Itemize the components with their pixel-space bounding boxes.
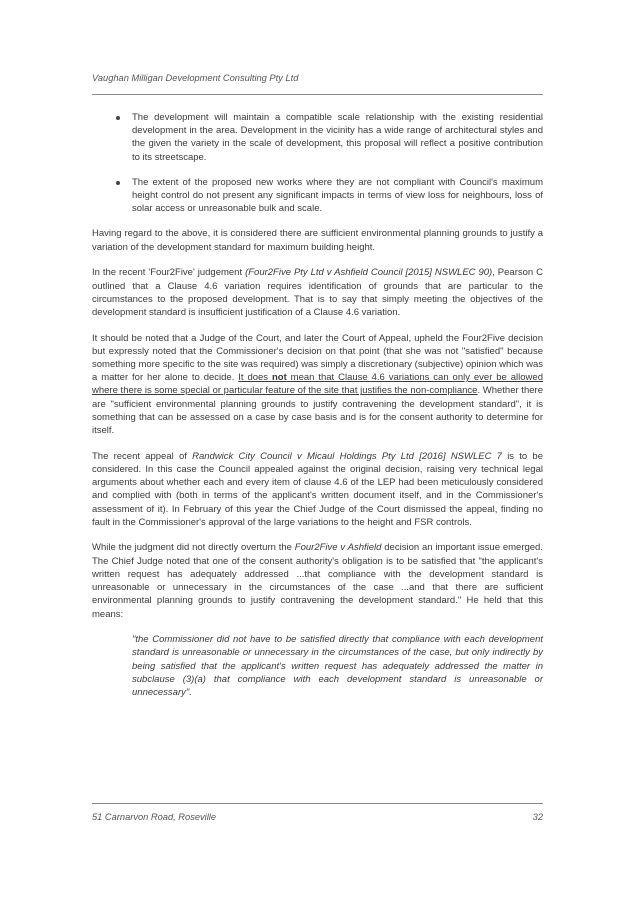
bold-underlined-text: not	[271, 372, 287, 384]
bullet-text: The development will maintain a compatible scale relationship with the existing residential development in the area. Development in the vicinity has a wide range of architectural styles and the given the variety in the scale of development, this proposal will reflect a positive contribution to its streetscape.	[132, 112, 543, 163]
paragraph-conclusion: Having regard to the above, it is considered there are sufficient environmental planning grounds to justify a variation of the development standard for maximum building height.	[92, 228, 543, 253]
text-run: The recent appeal of	[92, 450, 193, 462]
block-quote: "the Commissioner did not have to be satisfied directly that compliance with each development standard is unreasonable or unnecessary in the circumstances of the case, but only indirectly by being satisfied that the applicant's written request has adequately addressed the matter in subclause (3)(a) that compliance with each development standard is unreasonable or unnecessary".	[132, 634, 543, 699]
underlined-text: It does	[238, 372, 272, 384]
case-citation: (Four2Five Pty Ltd v Ashfield Council [2015] NSWLEC 90)	[245, 267, 493, 279]
underlined-text: mean that Clause 4.6 variations can only ever be allowed where there is some special or particular feature of the site that justifies the non-compliance	[92, 372, 543, 397]
footer-divider	[92, 803, 543, 804]
text-run: In the recent 'Four2Five' judgement	[92, 267, 246, 279]
page-header: Vaughan Milligan Development Consulting Pty Ltd	[92, 73, 299, 83]
bullet-item	[92, 176, 543, 216]
text-run: , Pearson C outlined that a Clause 4.6 variation requires identification of grounds that are particular to the circumstances to the proposed development. That is to say that simply meeting the objectives of the development standard is insufficient justification of a Clause 4.6 variation.	[92, 267, 543, 318]
case-citation: Four2Five v Ashfield	[294, 542, 382, 554]
footer-address: 51 Carnarvon Road, Roseville	[92, 812, 217, 822]
text-run: decision an important issue emerged. The Chief Judge noted that one of the consent authority's obligation is to be satisfied that "the applicant's written request has adequately addressed ...that compliance with the development standard is unreasonable or unnecessary in the circumstances of the case ...and that there are sufficient environmental planning grounds to justify contravening the development standard." He held that this means:	[92, 542, 543, 620]
paragraph-four2five	[92, 266, 543, 319]
bullet-text: The extent of the proposed new works where they are not compliant with Council's maximum height control do not present any significant impacts in terms of view loss for neighbours, loss of solar access or unreasonable bulk and scale.	[132, 176, 543, 215]
text-run: . Whether there are "sufficient environmental planning grounds to justify contravening the development standard", it is something that can be assessed on a case by case basis and is for the consent authority to determine for itself.	[92, 385, 543, 437]
paragraph-randwick	[92, 450, 543, 529]
header-divider	[92, 94, 543, 95]
text-run: While the judgment did not directly overturn the	[92, 542, 295, 554]
text-run: It should be noted that a Judge of the Court, and later the Court of Appeal, upheld the Four2Five decision but expressly noted that the Commissioner's decision on that point (that she was not "satisfied" because something more specific to the site was required) was simply a discretionary (subjective) opinion which was a matter for her alone to decide.	[92, 332, 543, 384]
bullet-icon	[116, 181, 120, 185]
bullet-icon	[116, 116, 120, 120]
paragraph-court-appeal	[92, 332, 543, 438]
case-citation: Randwick City Council v Micaul Holdings Pty Ltd [2016] NSWLEC 7	[192, 450, 502, 462]
bullet-list	[92, 111, 543, 215]
page-body	[92, 111, 543, 699]
paragraph-judgment	[92, 541, 543, 620]
page-number: 32	[532, 812, 543, 822]
bullet-item	[92, 111, 543, 164]
text-run: is to be considered. In this case the Council appealed against the original decision, raising very technical legal arguments about whether each and every item of clause 4.6 of the LEP had been meticulously considered and complied with (both in terms of the applicant's written document itself, and in the Commissioner's assessment of it). In February of this year the Chief Judge of the Court dismissed the appeal, finding no fault in the Commissioner's approval of the large variations to the height and FSR controls.	[92, 450, 543, 528]
